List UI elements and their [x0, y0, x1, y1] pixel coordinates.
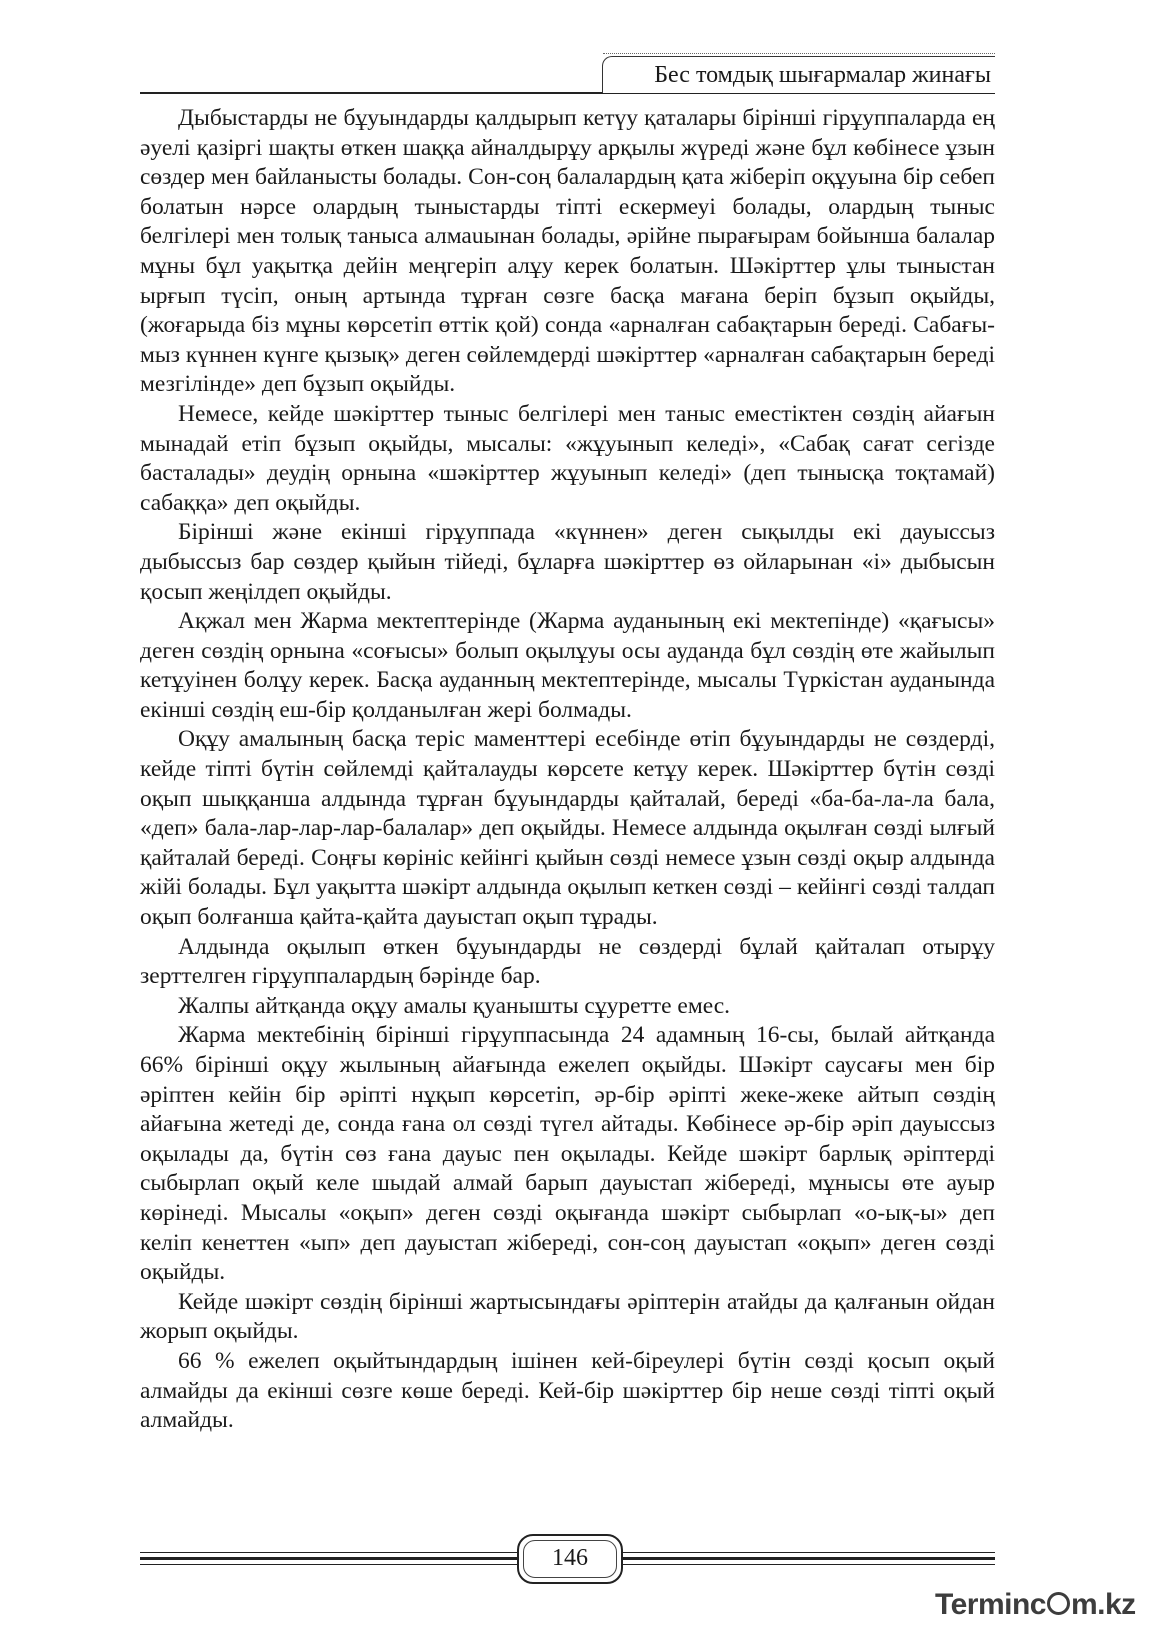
running-header	[140, 52, 995, 94]
header-tab	[602, 56, 995, 93]
paragraph: Кейде шәкірт сөздің бірінші жартысындағы әріптерін атайды да қалғанын ойдан жорып оқыйды.	[140, 1288, 995, 1345]
page-number: 146	[552, 1545, 588, 1571]
header-dotted-line	[603, 53, 995, 54]
paragraph: Жарма мектебінің бірінші гірұуппасында 24 адамның 16-сы, былай айтқанда 66% бірінші оқұу жылының айағында ежелеп оқыйды. Шәкірт саусағы мен бір әріптен кейін бір әріпті нұқып көрсетіп, әр-бір әріпті жеке-жеке айтып сөздің айағына жетеді де, сонда ғана ол сөзді түгел айтады. Көбінесе әр-бір әріп дауыссыз оқылады да, бүтін сөз ғана дауыс пен оқылады. Кейде шәкірт барлық әріптерді сыбырлап оқый келе шыдай алмай барып дауыстап жібереді, мұнысы өте ауыр көрінеді. Мысалы «оқып» деген сөзді оқығанда шәкірт сыбырлап «о-ық-ы» деп келіп кенеттен «ып» деп дауыстап жібереді, сон-соң дауыстап «оқып» деген сөзді оқыйды.	[140, 1022, 995, 1286]
paragraph: Дыбыстарды не бұуындарды қалдырып кетүу қаталары бірінші гірұуппаларда ең әуелі қазіргі шақты өткен шаққа айналдырұу арқылы жүреді және бұл көбінесе ұзын сөздер мен байланысты болады. Сон-соң балалардың қата жіберіп оқұуына бір себеп болатын нәрсе олардың тыныстарды тіпті ескермеуі болады, олардың тыныс белгілері мен толық таныса алмаuынан болады, әрійне пырағырам бойынша балалар мұны бұл уақытқа дейін меңгеріп алұу керек болатын. Шәкірттер ұлы тыныстан ырғып түсіп, оның артында тұрған сөзге басқа мағана беріп бұзып оқыйды, (жоғарыда біз мұны көрсетіп өттік қой) сонда «арналған сабақтарын береді. Сабағымыз күннен күнге қызық» деген сөйлемдерді шәкірттер «арналған сабақтарын береді мезгілінде» деп бұзып оқыйды.	[140, 105, 995, 398]
paragraph: Ақжал мен Жарма мектептерінде (Жарма ауданының екі мектепінде) «қағысы» деген сөздің орнына «соғысы» болып оқылұуы осы ауданда бұл сөздің өте жайылып кетұуінен болұу керек. Басқа ауданның мектептерінде, мысалы Түркістан ауданында екінші сөздің еш-бір қолданылған жері болмады.	[140, 608, 995, 723]
paragraph: Оқұу амалының басқа теріс маменттері есебінде өтіп бұуындарды не сөздерді, кейде тіпті бүтін сөйлемді қайталауды көрсете кетұу керек. Шәкірттер бүтін сөзді оқып шыққанша алдында тұрған бұуындарды қайталай, береді «ба-ба-ла-ла бала, «деп» бала-лар-лар-лар-балалар» деп оқыйды. Немесе алдында оқылған сөзді ылғый қайталай береді. Соңғы көрініс кейінгі қыйын сөзді немесе ұзын сөзді оқыр алдында жійі болады. Бұл уақытта шәкірт алдында оқылып кеткен сөзді – кейінгі сөзді талдап оқып болғанша қайта-қайта дауыстап оқып тұрады.	[140, 726, 995, 931]
paragraph: Жалпы айтқанда оқұу амалы қуанышты сұуретте емес.	[178, 992, 731, 1019]
watermark-ring-icon	[1047, 1592, 1070, 1615]
watermark-suffix: m.kz	[1070, 1588, 1136, 1621]
page-footer	[140, 1532, 995, 1582]
page-number-badge	[517, 1534, 623, 1584]
book-title: Бес томдық шығармалар жинағы	[654, 62, 991, 88]
paragraph: 66 % ежелеп оқыйтындардың ішінен кей-біреулері бүтін сөзді қосып оқый алмайды да екінші сөзге көше береді. Кей-бір шәкірттер бір неше сөзді тіпті оқый алмайды.	[140, 1347, 995, 1434]
paragraph: Немесе, кейде шәкірттер тыныс белгілері мен таныс еместіктен сөздің айағын мынадай етіп бұзып оқыйды, мысалы: «жұуынып келеді», «Сабақ сағат сегізде басталады» деудің орнына «шәкірттер жұуынып келеді» (деп тынысқа тоқтамай) сабаққа» деп оқыйды.	[140, 400, 995, 516]
watermark-logo	[935, 1588, 1147, 1628]
paragraph: Алдында оқылып өткен бұуындарды не сөздерді бұлай қайталап отырұу зерттелген гірұуппалардың бәрінде бар.	[140, 933, 995, 990]
watermark-prefix: Terminc	[935, 1588, 1046, 1621]
paragraph: Бірінші және екінші гірұуппада «күннен» деген сықылды екі дауыссыз дыбыссыз бар сөздер қыйын тійеді, бұларға шәкірттер өз ойларынан «і» дыбысын қосып жеңілдеп оқыйды.	[140, 519, 995, 605]
page-body	[140, 104, 995, 1436]
